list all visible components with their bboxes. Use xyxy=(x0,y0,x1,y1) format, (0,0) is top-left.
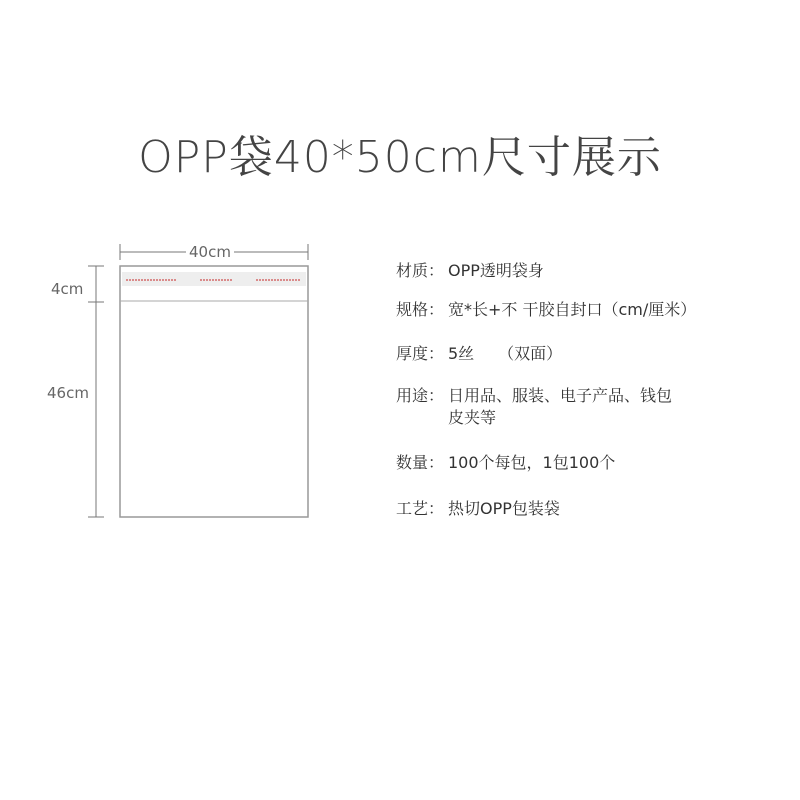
body-height-label: 46cm xyxy=(47,384,89,402)
spec-process xyxy=(396,498,560,520)
adhesive-strip xyxy=(122,272,306,286)
spec-key: 材质： xyxy=(396,261,445,280)
spec-key: 数量： xyxy=(396,453,445,472)
spec-value: 宽*长+不 干胶自封口（cm/厘米） xyxy=(448,300,697,319)
width-label: 40cm xyxy=(186,243,234,261)
spec-value: 热切OPP包装袋 xyxy=(448,499,560,518)
spec-value-continued: 皮夹等 xyxy=(448,408,497,427)
spec-value: 日用品、服装、电子产品、钱包 xyxy=(448,386,673,405)
flap-height-label: 4cm xyxy=(51,280,84,298)
spec-value: OPP透明袋身 xyxy=(448,261,544,280)
bag-outline xyxy=(120,266,308,517)
spec-key: 规格： xyxy=(396,300,445,319)
page-title: OPP袋40*50cm尺寸展示 xyxy=(138,132,662,183)
spec-value: 100个每包，1包100个 xyxy=(448,453,616,472)
spec-quantity xyxy=(396,452,615,474)
spec-thickness xyxy=(396,343,562,365)
spec-key: 用途： xyxy=(396,386,445,405)
spec-key: 厚度： xyxy=(396,344,445,363)
spec-usage xyxy=(396,385,672,429)
spec-value: 5丝 （双面） xyxy=(448,344,563,363)
spec-size xyxy=(396,299,696,321)
spec-material xyxy=(396,260,544,282)
spec-key: 工艺： xyxy=(396,499,445,518)
